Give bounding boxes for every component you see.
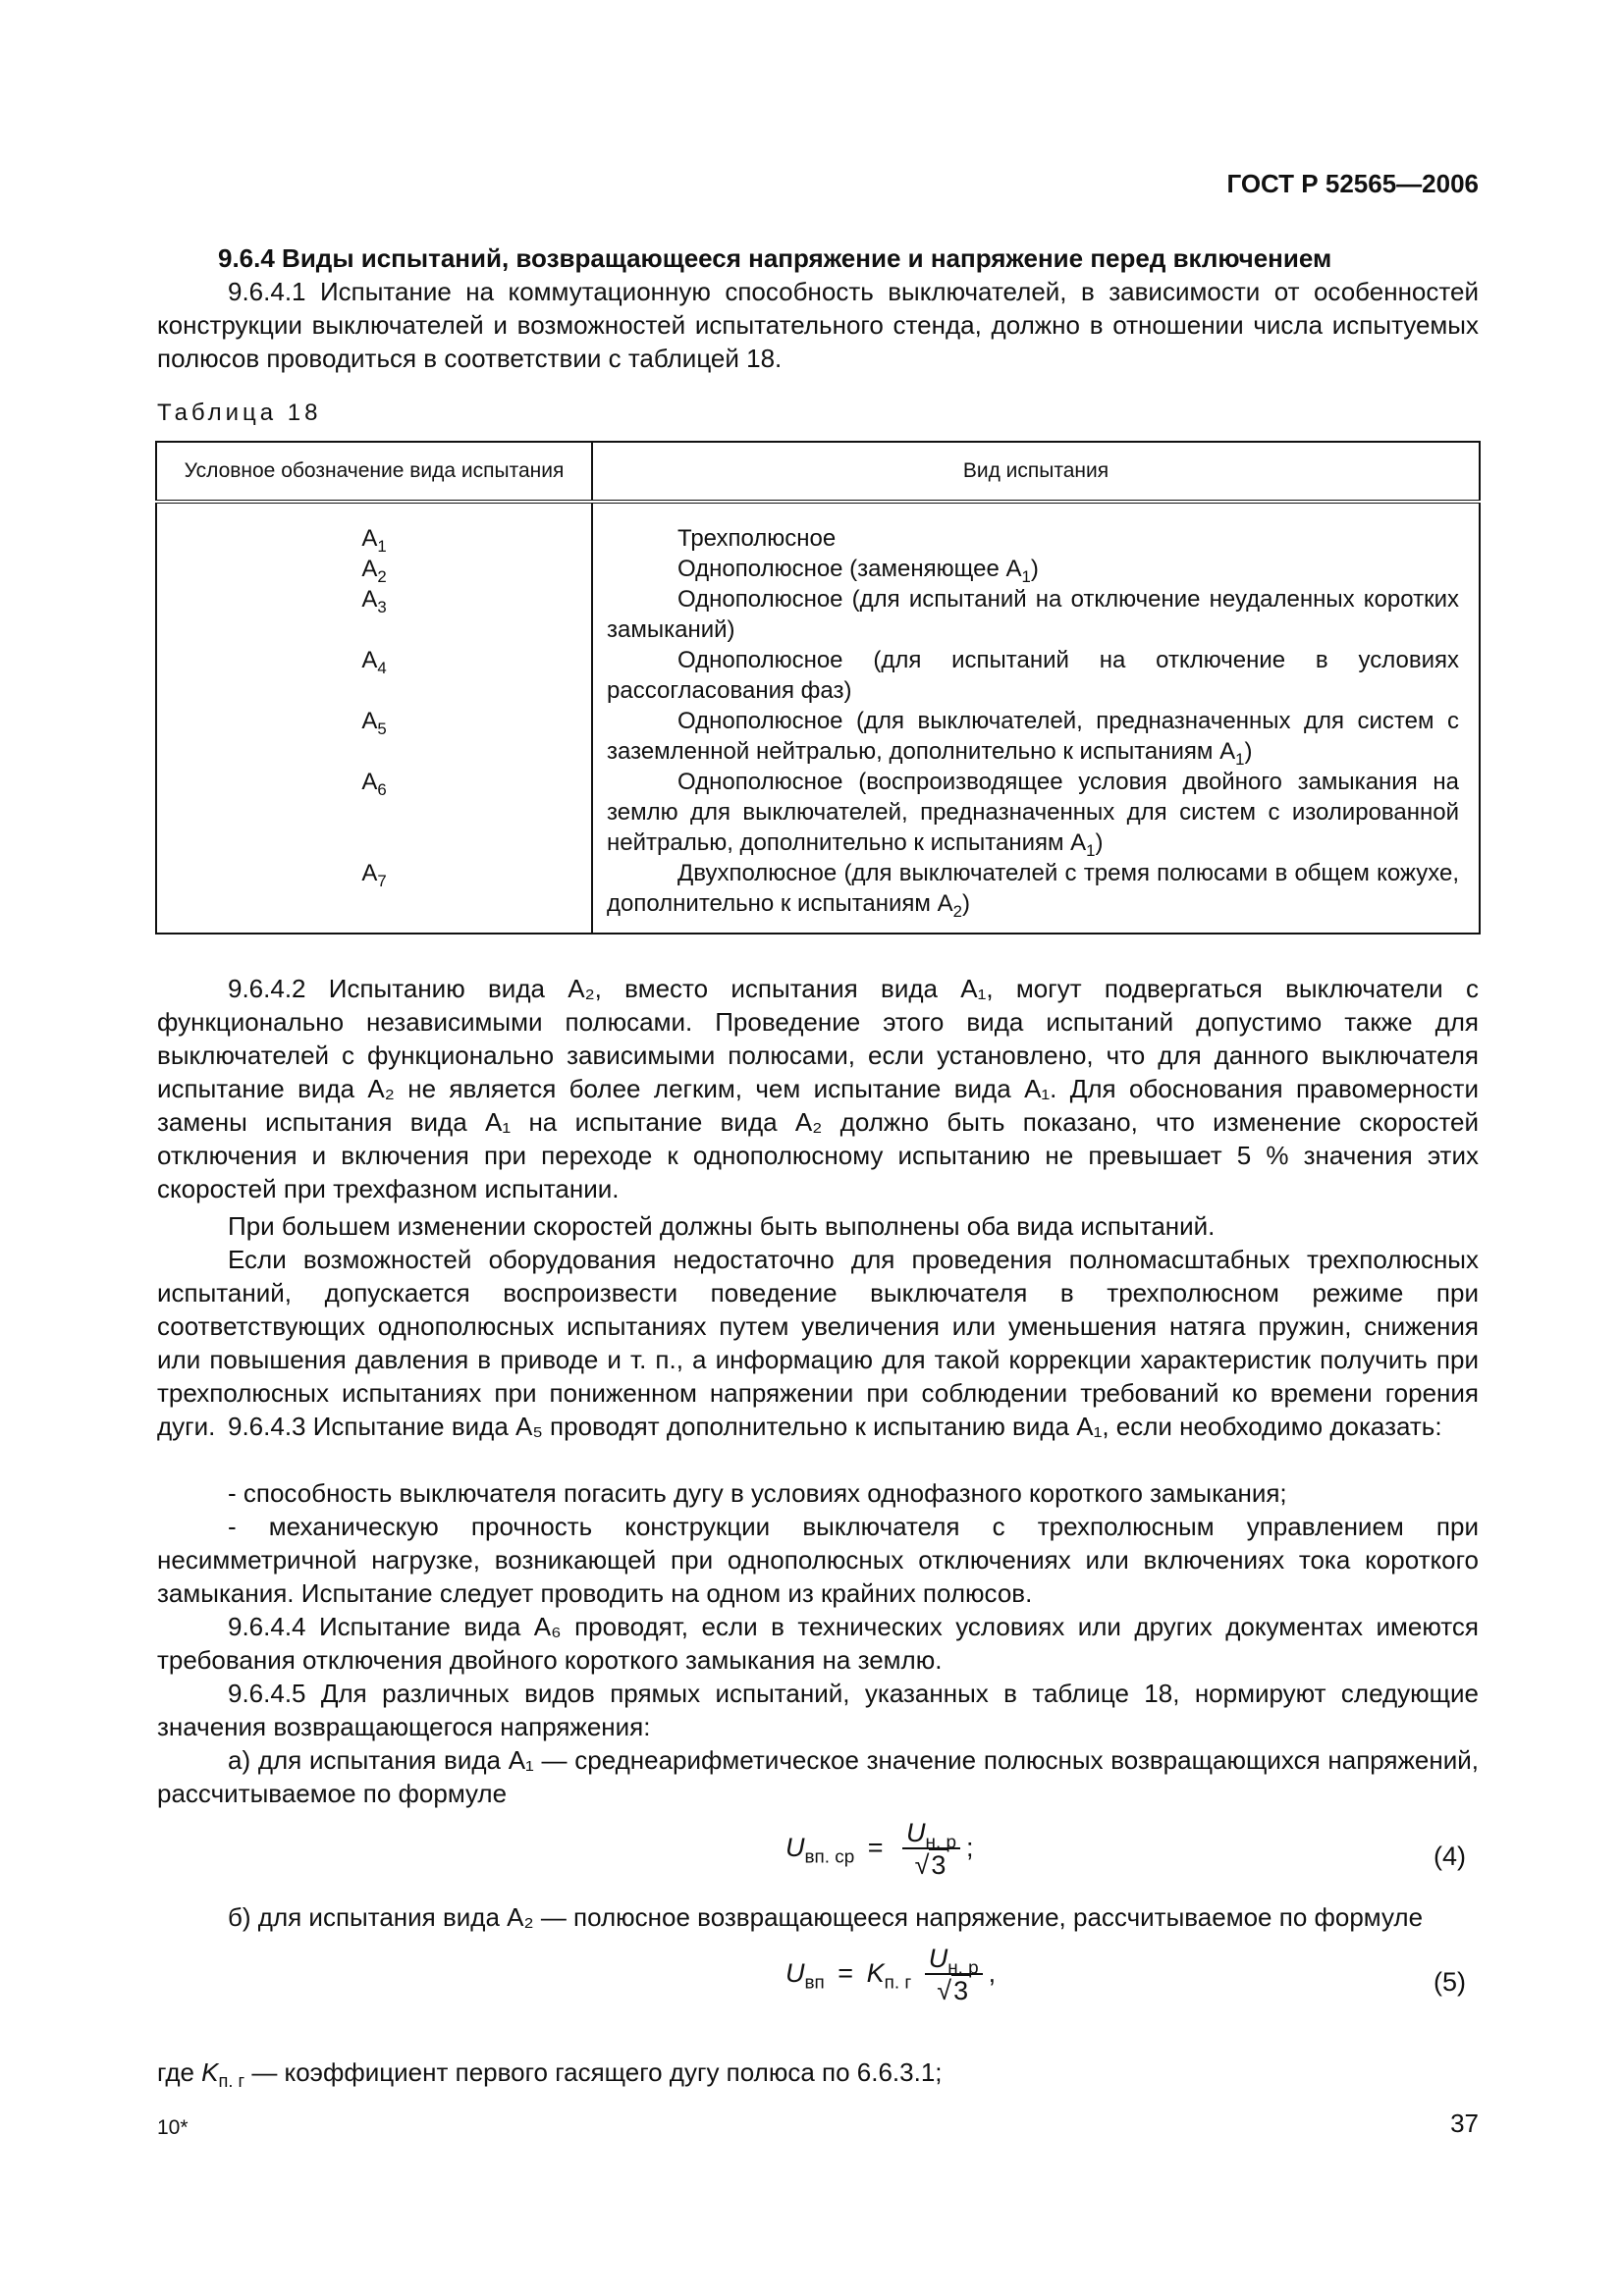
fraction: $\frac{U_{н. р}}{√3}$ bbox=[902, 1818, 960, 1881]
test-code: $A_3$ bbox=[361, 586, 387, 616]
sqrt-symbol: √3 bbox=[937, 1976, 969, 2005]
table-caption: Таблица 18 bbox=[157, 400, 322, 426]
test-code: $A_5$ bbox=[361, 708, 387, 738]
document-id: ГОСТ Р 52565—2006 bbox=[1226, 169, 1479, 198]
paragraph-9-6-4-2: 9.6.4.2 Испытанию вида A₂, вместо испытания вида A₁, могут подвергаться выключатели с функционально независимыми полюсами. Проведение этого вида испытаний допустимо также для выключателей с функционально зависимыми полюсами, если установлено, что для данного выключателя испытание вида A₂ не является более легким, чем испытание вида A₁. Для обоснования правомерности замены испытания вида A₁ на испытание вида A₂ должно быть показано, что изменение скоростей отключения и включения при переходе к однополюсному испытанию не превышает 5 % значения этих скоростей при трехфазном испытании. bbox=[157, 974, 1479, 1203]
description-column bbox=[592, 502, 1480, 934]
paragraph-item-b: б) для испытания вида A₂ — полюсное возвращающееся напряжение, рассчитываемое по формуле bbox=[228, 1902, 1424, 1932]
test-code: $A_6$ bbox=[361, 769, 387, 799]
test-description: Однополюсное (для выключателей, предназначенных для систем с заземленной нейтралью, дополнительно к испытаниям $A_1$) bbox=[607, 708, 1459, 769]
test-code: $A_2$ bbox=[361, 556, 387, 586]
test-description: Трехполюсное bbox=[677, 525, 837, 552]
test-description: Однополюсное (для испытаний на отключение неудаленных коротких замыканий) bbox=[607, 586, 1459, 643]
list-item: - механическую прочность конструкции выключателя с трехполюсным управлением при несимметричной нагрузке, возникающей при однополюсных отключениях или включениях тока короткого замыкания. Испытание следует проводить на одном из крайних полюсов. bbox=[157, 1512, 1479, 1608]
test-code: $A_7$ bbox=[361, 860, 387, 890]
section-heading: 9.6.4 Виды испытаний, возвращающееся напряжение и напряжение перед включением bbox=[218, 243, 1332, 273]
table-header-row bbox=[156, 442, 1480, 502]
paragraph-9-6-4-1: 9.6.4.1 Испытание на коммутационную способность выключателей, в зависимости от особенностей конструкции выключателей и возможностей испытательного стенда, должно в отношении числа испытуемых полюсов проводиться в соответствии с таблицей 18. bbox=[157, 277, 1479, 373]
equation-number-4: (4) bbox=[1434, 1842, 1466, 1871]
sqrt-symbol: √3 bbox=[914, 1850, 947, 1880]
equation-number-5: (5) bbox=[1434, 1967, 1466, 1997]
test-description: Двухполюсное (для выключателей с тремя полюсами в общем кожухе, дополнительно к испытаниям $A_2$) bbox=[607, 860, 1459, 921]
footer-note: 10* bbox=[157, 2116, 189, 2139]
paragraph-9-6-4-4: 9.6.4.4 Испытание вида A₆ проводят, если в технических условиях или других документах имеются требования отключения двойного короткого замыкания на землю. bbox=[157, 1612, 1479, 1675]
fraction: $\frac{U_{н. р}}{√3}$ bbox=[925, 1944, 983, 2006]
test-code: $A_1$ bbox=[361, 525, 387, 556]
page-number: 37 bbox=[1450, 2109, 1479, 2138]
table-header-code: Условное обозначение вида испытания bbox=[156, 442, 592, 502]
equation-5: $U_{вп} = K_{п. г}$ $\frac{U_{н. р}}{√3}$ , bbox=[785, 1944, 997, 2005]
test-description: Однополюсное (воспроизводящее условия двойного замыкания на землю для выключателей, предназначенных для систем с изолированной нейтралью, дополнительно к испытаниям $A_1$) bbox=[607, 769, 1459, 860]
equation-4: $U_{вп. ср}$ = $\frac{U_{н. р}}{√3}$ ; bbox=[785, 1818, 974, 1880]
paragraph-speed-change: При большем изменении скоростей должны быть выполнены оба вида испытаний. bbox=[228, 1211, 1216, 1241]
table-header-kind: Вид испытания bbox=[592, 442, 1480, 502]
paragraph-9-6-4-5: 9.6.4.5 Для различных видов прямых испытаний, указанных в таблице 18, нормируют следующие значения возвращающегося напряжения: bbox=[157, 1679, 1479, 1741]
paragraph-item-a: а) для испытания вида A₁ — среднеарифметическое значение полюсных возвращающихся напряжений, рассчитываемое по формуле bbox=[157, 1745, 1479, 1808]
test-code: $A_4$ bbox=[361, 647, 387, 677]
list-item: - способность выключателя погасить дугу в условиях однофазного короткого замыкания; bbox=[228, 1478, 1287, 1508]
paragraph-equipment: Если возможностей оборудования недостаточно для проведения полномасштабных трехполюсных испытаний, допускается воспроизвести поведение выключателя в трехполюсном режиме при соответствующих однополюсных испытаниях путем увеличения или уменьшения натяга пружин, снижения или повышения давления в приводе и т. п., а информацию для такой коррекции характеристик получить при трехполюсных испытаниях при пониженном напряжении при соблюдении требований ко времени горения дуги. bbox=[157, 1245, 1479, 1441]
test-description: Однополюсное (для испытаний на отключение в условиях рассогласования фаз) bbox=[607, 647, 1459, 704]
code-column bbox=[156, 502, 592, 934]
test-description: Однополюсное (заменяющее $A_1$) bbox=[677, 556, 1039, 586]
table-row bbox=[156, 502, 1480, 934]
paragraph-9-6-4-3: 9.6.4.3 Испытание вида A₅ проводят дополнительно к испытанию вида A₁, если необходимо доказать: bbox=[228, 1412, 1442, 1441]
paragraph-where: где $K_{п. г}$ — коэффициент первого гасящего дугу полюса по 6.6.3.1; bbox=[157, 2057, 943, 2092]
table-18 bbox=[155, 441, 1481, 934]
